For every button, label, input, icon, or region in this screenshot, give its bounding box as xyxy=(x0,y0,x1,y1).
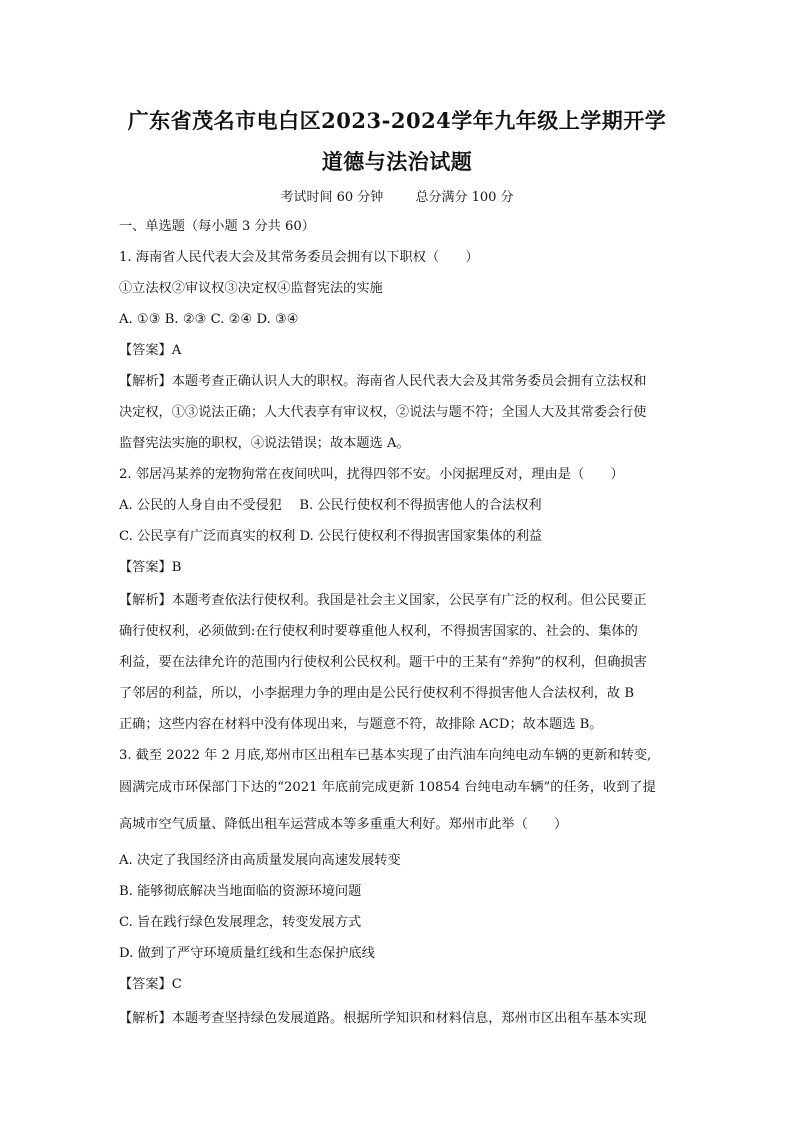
question-3-option-a: A. 决定了我国经济由高质量发展向高速发展转变 xyxy=(119,853,401,868)
question-2-analysis: 【解析】本题考查依法行使权利。我国是社会主义国家，公民享有广泛的权利。但公民要正 xyxy=(119,593,647,608)
question-3-analysis: 【解析】本题考查坚持绿色发展道路。根据所学知识和材料信息，郑州市区出租车基本实现 xyxy=(119,1011,647,1026)
question-2-options-cd: C. 公民享有广泛而真实的权利 D. 公民行使权利不得损害国家集体的利益 xyxy=(119,529,543,544)
question-2-answer: 【答案】B xyxy=(119,560,182,575)
question-1-options: A. ①③ B. ②③ C. ②④ D. ③④ xyxy=(119,312,299,327)
question-2-analysis: 了邻居的利益，所以，小李据理力争的理由是公民行使权利不得损害他人合法权利，故 B xyxy=(119,686,635,701)
full-score: 总分满分 100 分 xyxy=(415,190,514,205)
question-1-analysis: 【解析】本题考查正确认识人大的职权。海南省人民代表大会及其常务委员会拥有立法权和 xyxy=(119,374,647,389)
question-3-stem: 高城市空气质量、降低出租车运营成本等多重重大利好。郑州市此举（ ） xyxy=(119,817,568,832)
exam-info xyxy=(0,186,794,205)
question-1-analysis: 决定权，①③说法正确；人大代表享有审议权，②说法与题不符；全国人大及其常委会行使 xyxy=(119,405,647,420)
question-1-answer: 【答案】A xyxy=(119,343,182,358)
exam-time: 考试时间 60 分钟 xyxy=(280,190,384,205)
document-title-line-2: 道德与法治试题 xyxy=(321,149,473,174)
question-1-analysis: 监督宪法实施的职权，④说法错误；故本题选 A。 xyxy=(119,436,410,451)
document-title-line-1: 广东省茂名市电白区2023-2024学年九年级上学期开学 xyxy=(127,108,667,133)
question-2-analysis: 利益，要在法律允许的范围内行使权利公民权利。题干中的王某有“养狗”的权利，但确损害 xyxy=(119,655,647,670)
question-2-analysis: 确行使权利，必须做到:在行使权利时要尊重他人权利，不得损害国家的、社会的、集体的 xyxy=(119,624,638,639)
question-1-stem: 1. 海南省人民代表大会及其常务委员会拥有以下职权（ ） xyxy=(119,250,479,265)
question-3-option-c: C. 旨在践行绿色发展理念，转变发展方式 xyxy=(119,915,362,930)
question-2-options-ab: A. 公民的人身自由不受侵犯 B. 公民行使权利不得损害他人的合法权利 xyxy=(119,498,542,513)
question-3-stem: 圆满完成市环保部门下达的“2021 年底前完成更新 10854 台纯电动车辆”的任务，收到了提 xyxy=(119,780,656,795)
question-2-analysis: 正确；这些内容在材料中没有体现出来，与题意不符，故排除 ACD；故本题选 B。 xyxy=(119,717,603,732)
question-3-option-d: D. 做到了严守环境质量红线和生态保护底线 xyxy=(119,946,375,961)
question-3-answer: 【答案】C xyxy=(119,977,182,992)
section-heading: 一、单选题（每小题 3 分共 60） xyxy=(119,219,315,234)
question-3-stem: 3. 截至 2022 年 2 月底,郑州市区出租车已基本实现了由汽油车向纯电动车辆的更新和转变, xyxy=(119,748,652,763)
question-3-option-b: B. 能够彻底解决当地面临的资源环境问题 xyxy=(119,884,362,899)
question-2-stem: 2. 邻居冯某养的宠物狗常在夜间吠叫，扰得四邻不安。小闵据理反对，理由是（ ） xyxy=(119,467,624,482)
question-1-statements: ①立法权②审议权③决定权④监督宪法的实施 xyxy=(119,281,383,296)
